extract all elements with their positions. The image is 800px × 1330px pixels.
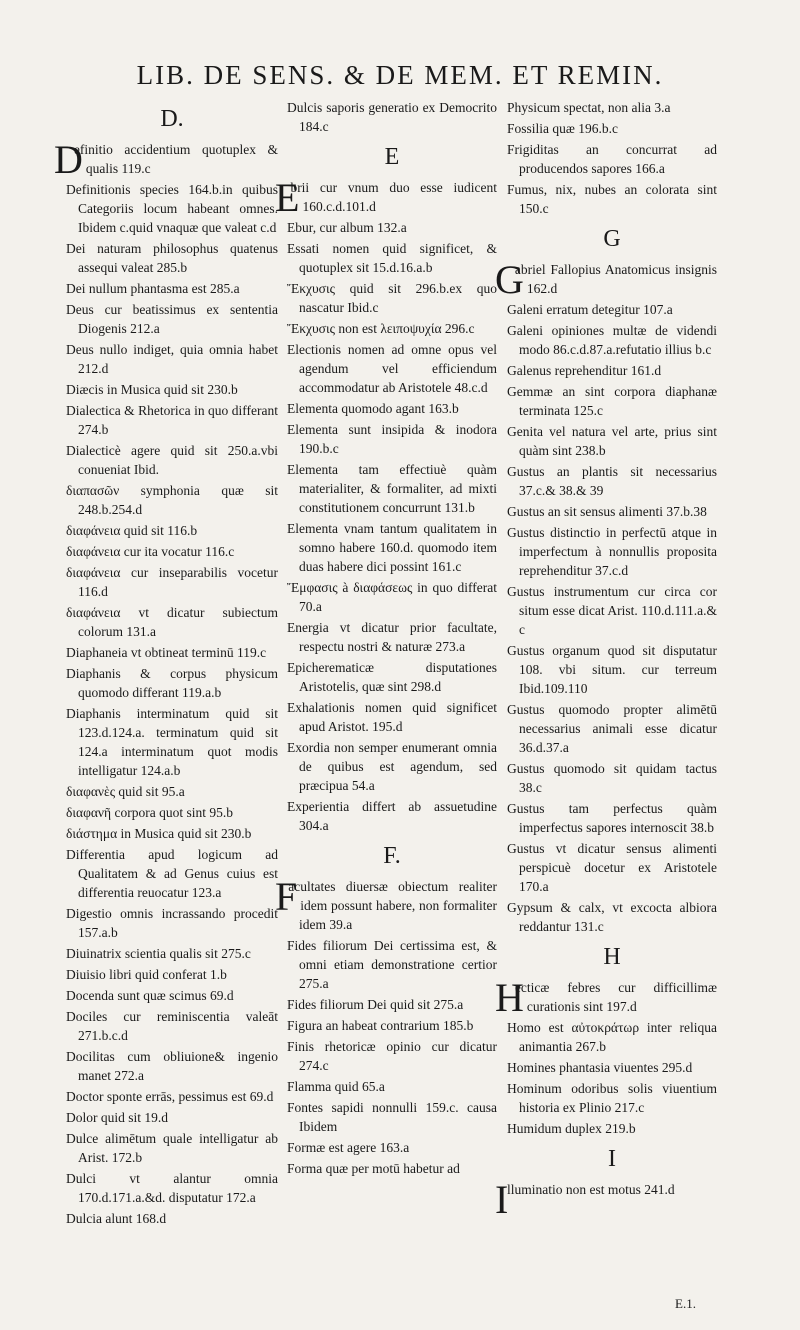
index-entry: Hecticæ febres cur difficillimæ curationis sint 197.d <box>495 975 717 1020</box>
index-entry: Gypsum & calx, vt excocta albiora reddantur 131.c <box>507 900 717 934</box>
index-entry: Dei naturam philosophus quatenus assequi valeat 285.b <box>66 241 278 275</box>
index-entry: διαφάνεια vt dicatur subiectum colorum 131.a <box>66 605 278 639</box>
index-entry: Dialecticè agere quid sit 250.a.vbi conueniat Ibid. <box>66 443 278 477</box>
index-entry: Dulcia alunt 168.d <box>66 1211 167 1226</box>
index-entry: διαφάνεια cur inseparabilis vocetur 116.d <box>66 565 278 599</box>
index-entry: Illuminatio non est motus 241.d <box>495 1177 675 1222</box>
index-entry: Epicherematicæ disputationes Aristotelis, quæ sint 298.d <box>287 660 497 694</box>
index-entry: Gustus an sit sensus alimenti 37.b.38 <box>507 504 707 519</box>
index-entry: Essati nomen quid significet, & quotuplex sit 15.d.16.a.b <box>287 241 497 275</box>
index-entry: Homo est αὐτοκράτωρ inter reliqua animantia 267.b <box>507 1020 717 1054</box>
index-entry: Docilitas cum obliuione& ingenio manet 272.a <box>66 1049 278 1083</box>
section-letter: H <box>603 944 621 970</box>
index-entry: Elementa sunt insipida & inodora 190.b.c <box>287 422 497 456</box>
index-entry: Diuinatrix scientia qualis sit 275.c <box>66 946 251 961</box>
index-entry: Ebrii cur vnum duo esse iudicent 160.c.d.101.d <box>275 175 497 220</box>
index-entry: διάστημα in Musica quid sit 230.b <box>66 826 252 841</box>
index-column-3 <box>495 98 717 1222</box>
index-entry: Definitio accidentium quotuplex & qualis 119.c <box>54 137 278 182</box>
index-entry: Diaphanis & corpus physicum quomodo differant 119.a.b <box>66 666 278 700</box>
index-entry: Ἔμφασις à διαφάσεως in quo differat 70.a <box>287 580 497 614</box>
index-entry: διαφάνεια cur ita vocatur 116.c <box>66 544 235 559</box>
index-entry: Elementa quomodo agant 163.b <box>287 401 459 416</box>
index-entry: Gustus an plantis sit necessarius 37.c.& 38.& 39 <box>507 464 717 498</box>
section-letter: I <box>608 1146 616 1172</box>
index-entry: Digestio omnis incrassando procedit 157.a.b <box>66 906 278 940</box>
index-column-2 <box>275 98 497 1180</box>
index-entry: Dulci vt alantur omnia 170.d.171.a.&d. disputatur 172.a <box>66 1171 278 1205</box>
index-entry: Exhalationis nomen quid significet apud Aristot. 195.d <box>287 700 497 734</box>
index-entry: Gustus organum quod sit disputatur 108. vbi situm. cur terreum Ibid.109.110 <box>507 643 717 696</box>
index-entry: Gustus quomodo sit quidam tactus 38.c <box>507 761 717 795</box>
index-entry: Docenda sunt quæ scimus 69.d <box>66 988 234 1003</box>
index-entry: Elementa vnam tantum qualitatem in somno habere 160.d. quomodo item duas habere dici possint 161.c <box>287 521 497 574</box>
index-entry: Diaphaneia vt obtineat terminū 119.c <box>66 645 267 660</box>
index-entry: Diaphanis interminatum quid sit 123.d.124.a. terminatum quid sit 124.a interminatum quot modis intelligatur 124.a.b <box>66 706 278 778</box>
index-entry: Flamma quid 65.a <box>287 1079 385 1094</box>
index-entry: διαφάνεια quid sit 116.b <box>66 523 198 538</box>
index-entry: Fides filiorum Dei quid sit 275.a <box>287 997 464 1012</box>
index-entry: Ebur, cur album 132.a <box>287 220 407 235</box>
index-entry: Gemmæ an sint corpora diaphanæ terminata 125.c <box>507 384 717 418</box>
index-entry: Hominum odoribus solis viuentium historia ex Plinio 217.c <box>507 1081 717 1115</box>
running-header: LIB. DE SENS. & DE MEM. ET REMIN. <box>136 60 664 90</box>
section-letter: E <box>384 144 400 170</box>
index-entry: Dociles cur reminiscentia valeāt 271.b.c.d <box>66 1009 278 1043</box>
index-column-1 <box>54 98 278 1230</box>
index-entry: Genita vel natura vel arte, prius sint quàm sint 238.b <box>507 424 717 458</box>
index-entry: Diuisio libri quid conferat 1.b <box>66 967 227 982</box>
index-entry: Fides filiorum Dei certissima est, & omni etiam demonstratione certior 275.a <box>287 938 497 991</box>
section-letter: D. <box>160 106 184 132</box>
index-entry: Fontes sapidi nonnulli 159.c. causa Ibidem <box>287 1100 497 1134</box>
index-entry: Gabriel Fallopius Anatomicus insignis 162.d <box>495 257 717 302</box>
index-entry: Differentia apud logicum ad Qualitatem & ad Genus cuius est differentia reuocatur 123.a <box>66 847 278 900</box>
index-entry: Ἔκχυσις quid sit 296.b.ex quo nascatur Ibid.c <box>287 281 497 315</box>
index-entry: Definitionis species 164.b.in quibus Categoriis locum habeant omnes. Ibidem c.quid vnaquæ que valeat c.d <box>66 182 278 235</box>
index-entry: Figura an habeat contrarium 185.b <box>287 1018 474 1033</box>
index-entry: Dialectica & Rhetorica in quo differant 274.b <box>66 403 278 437</box>
index-entry: Humidum duplex 219.b <box>507 1121 636 1136</box>
index-entry: διαφανῆ corpora quot sint 95.b <box>66 805 233 820</box>
index-entry: Energia vt dicatur prior facultate, respectu nostri & naturæ 273.a <box>287 620 497 654</box>
index-entry: Dolor quid sit 19.d <box>66 1110 169 1125</box>
index-entry: Gustus tam perfectus quàm imperfectus sapores internoscit 38.b <box>507 801 717 835</box>
index-entry: Experientia differt ab assuetudine 304.a <box>287 799 497 833</box>
index-entry: Exordia non semper enumerant omnia de quibus est agendum, sed præcipua 54.a <box>287 740 497 793</box>
index-entry: Formæ est agere 163.a <box>287 1140 410 1155</box>
index-entry: Gustus quomodo propter alimētū necessarius animali esse dicatur 36.d.37.a <box>507 702 717 755</box>
index-entry: διαπασῶν symphonia quæ sit 248.b.254.d <box>66 483 278 517</box>
index-entry: Fossilia quæ 196.b.c <box>507 121 619 136</box>
index-entry: Diæcis in Musica quid sit 230.b <box>66 382 238 397</box>
index-entry: Dulcis saporis generatio ex Democrito 184.c <box>287 100 497 134</box>
index-entry: Galenus reprehenditur 161.d <box>507 363 662 378</box>
index-entry: Fumus, nix, nubes an colorata sint 150.c <box>507 182 717 216</box>
index-entry: Homines phantasia viuentes 295.d <box>507 1060 693 1075</box>
index-entry: Physicum spectat, non alia 3.a <box>507 100 671 115</box>
index-entry: Forma quæ per motū habetur ad <box>287 1161 460 1176</box>
index-entry: διαφανὲς quid sit 95.a <box>66 784 185 799</box>
index-entry: Frigiditas an concurrat ad producendos sapores 166.a <box>507 142 717 176</box>
index-entry: Galeni erratum detegitur 107.a <box>507 302 673 317</box>
index-entry: Electionis nomen ad omne opus vel agendum vel efficiendum accommodatur ab Aristotele 48.c.d <box>287 342 497 395</box>
index-entry: Gustus distinctio in perfectū atque in imperfectum à nonnullis proposita reprehenditur 37.c.d <box>507 525 717 578</box>
section-letter: G <box>603 226 621 252</box>
catchword: E.1. <box>675 1296 696 1311</box>
section-letter: F. <box>383 843 401 869</box>
index-entry: Gustus instrumentum cur circa cor situm esse dicat Arist. 110.d.111.a.& c <box>507 584 717 637</box>
index-entry: Ἔκχυσις non est λειποψυχία 296.c <box>287 321 475 336</box>
index-entry: Elementa tam effectiuè quàm materialiter, & formaliter, ad mixti constitutionem concurrunt 131.b <box>287 462 497 515</box>
index-entry: Dulce alimētum quale intelligatur ab Arist. 172.b <box>66 1131 278 1165</box>
index-entry: Galeni opiniones multæ de videndi modo 86.c.d.87.a.refutatio illius b.c <box>507 323 717 357</box>
index-entry: Dei nullum phantasma est 285.a <box>66 281 240 296</box>
index-entry: Deus nullo indiget, quia omnia habet 212.d <box>66 342 278 376</box>
index-entry: Finis rhetoricæ opinio cur dicatur 274.c <box>287 1039 497 1073</box>
index-entry: Gustus vt dicatur sensus alimenti perspicuè docetur ex Aristotele 170.a <box>507 841 717 894</box>
index-entry: Facultates diuersæ obiectum realiter idem possunt habere, non formaliter idem 39.a <box>275 874 497 932</box>
index-entry: Doctor sponte errās, pessimus est 69.d <box>66 1089 274 1104</box>
index-entry: Deus cur beatissimus ex sententia Diogenis 212.a <box>66 302 278 336</box>
